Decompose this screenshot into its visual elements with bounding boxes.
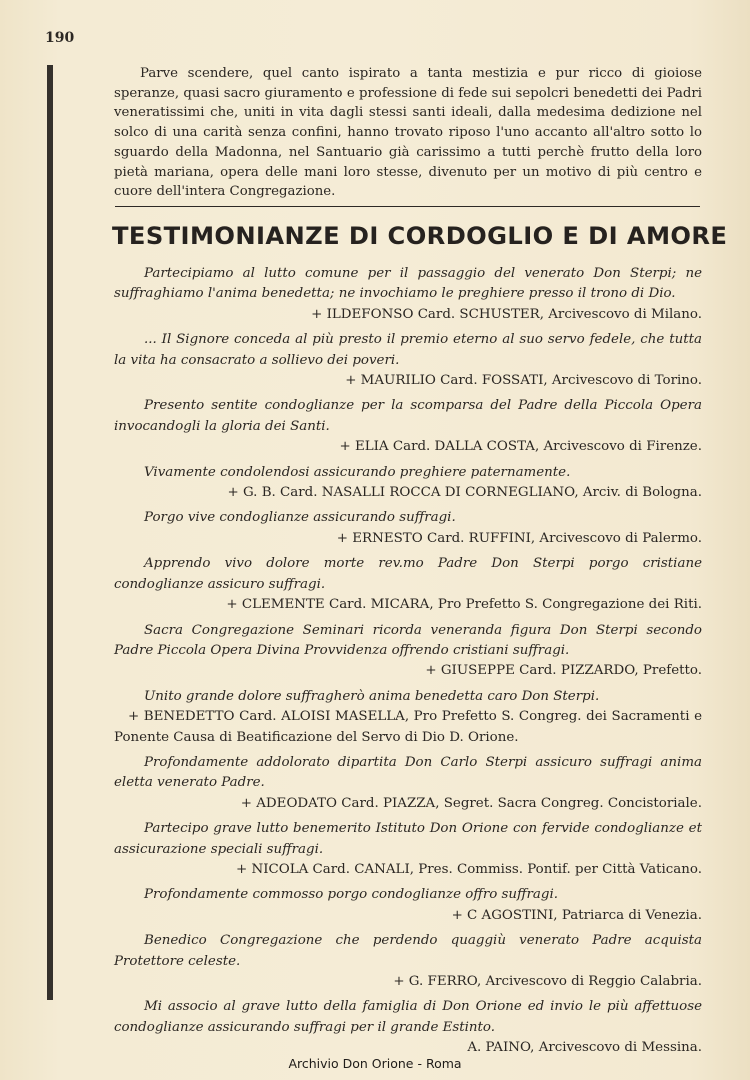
section-divider [115,206,700,207]
condolence-message: Sacra Congregazione Seminari ricorda veneranda figura Don Sterpi secondo Padre Piccola Opera Divina Provvidenza offrendo cristiani suffragi. [114,622,702,658]
condolence-signature: + ILDEFONSO Card. SCHUSTER, Arcivescovo di Milano. [311,306,702,322]
section-heading: TESTIMONIANZE DI CORDOGLIO E DI AMORE [112,222,728,250]
condolence-message: Apprendo vivo dolore morte rev.mo Padre Don Sterpi porgo cristiane condoglianze assicuro suffragi. [114,556,702,592]
condolence-signature: + NICOLA Card. CANALI, Pres. Commiss. Pontif. per Città Vaticano. [236,861,702,877]
condolence-entry [114,554,702,615]
condolence-message: Partecipiamo al lutto comune per il passaggio del venerato Don Sterpi; ne suffraghiamo l'anima benedetta; ne invochiamo le preghiere presso il trono di Dio. [114,266,702,302]
condolence-signature: + ADEODATO Card. PIAZZA, Segret. Sacra Congreg. Concistoriale. [240,795,702,811]
condolence-message: Porgo vive condoglianze assicurando suffragi. [144,510,456,526]
condolence-signature: A. PAINO, Arcivescovo di Messina. [467,1040,702,1056]
condolence-message: Profondamente addolorato dipartita Don Carlo Sterpi assicuro suffragi anima eletta venerato Padre. [114,754,702,791]
condolence-message: Profondamente commosso porgo condoglianze offro suffragi. [144,887,559,903]
condolence-entry [114,997,702,1058]
condolence-message: Vivamente condolendosi assicurando preghiere paternamente. [144,464,571,480]
archive-footer: Archivio Don Orione - Roma [288,1056,462,1071]
condolence-signature: + C AGOSTINI, Patriarca di Venezia. [451,907,702,923]
condolence-list [114,264,702,1064]
condolence-signature: + G. B. Card. NASALLI ROCCA DI CORNEGLIANO, Arciv. di Bologna. [227,485,702,501]
condolence-entry [114,508,702,549]
condolence-entry [114,819,702,880]
condolence-entry [114,931,702,992]
margin-bar [47,65,53,1000]
condolence-message: Mi associo al grave lutto della famiglia di Don Orione ed invio le più affettuose condoglianze assicurando suffragi per il grande Estinto. [114,999,702,1035]
condolence-signature: + G. FERRO, Arcivescovo di Reggio Calabria. [393,974,702,989]
condolence-signature: + CLEMENTE Card. MICARA, Pro Prefetto S. Congregazione dei Riti. [226,597,702,613]
condolence-entry [114,621,702,682]
condolence-entry [114,264,702,325]
condolence-signature: + MAURILIO Card. FOSSATI, Arcivescovo di Torino. [345,373,702,389]
condolence-signature: + BENEDETTO Card. ALOISI MASELLA, Pro Prefetto S. Congreg. dei Sacramenti e Ponente Causa di Beatificazione del Servo di Dio D. Orione. [114,709,702,745]
condolence-message: Unito grande dolore suffragherò anima benedetta caro Don Sterpi. [144,688,600,704]
condolence-signature: + GIUSEPPE Card. PIZZARDO, Prefetto. [425,663,702,679]
intro-paragraph: Parve scendere, quel canto ispirato a tanta mestizia e pur ricco di gioiose speranze, quasi sacro giuramento e professione di fede sui sepolcri benedetti dei Padri veneratissimi che, uniti in vita dagli stessi santi ideali, dalla medesima dedizione nel solco di una carità senza confini, hanno trovato riposo l'uno accanto all'altro sotto lo sguardo della Madonna, nel Santuario già carissimo a tutti perchè frutto della loro pietà mariana, opera delle mani loro stesse, divenuto per un motivo di più centro e cuore dell'intera Congregazione. [114,66,702,200]
condolence-entry [114,396,702,457]
condolence-entry [114,463,702,504]
condolence-message: Partecipo grave lutto benemerito Istituto Don Orione con fervide condoglianze et assicurazione speciali suffragi. [114,821,702,857]
condolence-signature: + ELIA Card. DALLA COSTA, Arcivescovo di Firenze. [339,439,702,455]
condolence-entry [114,885,702,926]
page-number: 190 [45,30,75,46]
condolence-entry [114,753,702,814]
condolence-entry [114,330,702,391]
condolence-message: ... Il Signore conceda al più presto il premio eterno al suo servo fedele, che tutta la vita ha consacrato a sollievo dei poveri. [114,332,702,368]
condolence-message: Presento sentite condoglianze per la scomparsa del Padre della Piccola Opera invocandogli la gloria dei Santi. [114,398,702,434]
condolence-message: Benedico Congregazione che perdendo quaggiù venerato Padre acquista Protettore celeste. [114,933,702,969]
condolence-signature: + ERNESTO Card. RUFFINI, Arcivescovo di Palermo. [336,530,702,546]
condolence-entry [114,687,702,748]
